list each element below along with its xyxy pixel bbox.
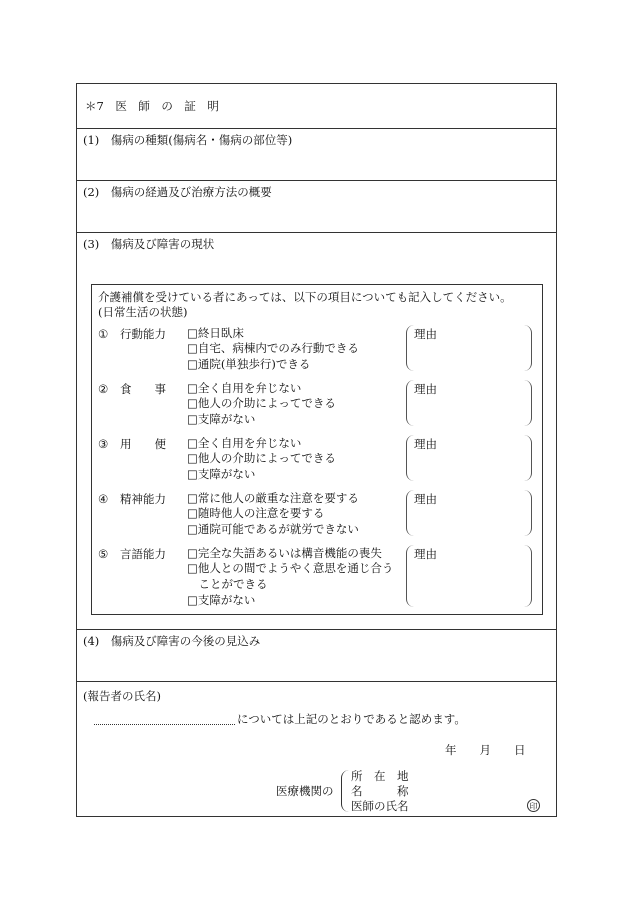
doctor-name-label[interactable]: 医師の氏名 (351, 799, 409, 813)
item-1-reason-label: 理由 (414, 327, 437, 341)
institution-brace (341, 770, 349, 812)
care-subtitle: (日常生活の状態) (98, 305, 188, 319)
item-2-reason-label: 理由 (414, 382, 437, 396)
item-4-option-1[interactable]: □常に他人の厳重な注意を要する (187, 491, 359, 505)
item-3-number: ③ (98, 437, 109, 451)
reporter-label: (報告者の氏名) (83, 689, 161, 703)
item-1-name: 行動能力 (120, 327, 166, 341)
item-2-number: ② (98, 382, 109, 396)
item-2-option-3[interactable]: □支障がない (187, 412, 256, 426)
section-1-label: (1) 傷病の種類(傷病名・傷病の部位等) (83, 133, 293, 147)
section-2-row[interactable] (77, 181, 556, 233)
section-1-row[interactable] (77, 129, 556, 181)
item-1-option-2[interactable]: □自宅、病棟内でのみ行動できる (187, 341, 359, 355)
care-intro: 介護補償を受けている者にあっては、以下の項目についても記入してください。 (98, 290, 512, 304)
item-5-option-1[interactable]: □完全な失語あるいは構音機能の喪失 (187, 546, 382, 560)
item-4-option-2[interactable]: □随時他人の注意を要する (187, 506, 325, 520)
section-2-label: (2) 傷病の経過及び治療方法の概要 (83, 185, 272, 199)
item-5-name: 言語能力 (120, 547, 166, 561)
item-3-option-3[interactable]: □支障がない (187, 467, 256, 481)
item-5-number: ⑤ (98, 547, 109, 561)
item-3-reason-label: 理由 (414, 437, 437, 451)
item-2-option-2[interactable]: □他人の介助によってできる (187, 396, 336, 410)
item-3-option-2[interactable]: □他人の介助によってできる (187, 451, 336, 465)
item-4-number: ④ (98, 492, 109, 506)
item-2-option-1[interactable]: □全く自用を弁じない (187, 381, 302, 395)
reporter-name-field[interactable] (94, 720, 235, 725)
date-line[interactable]: 年 月 日 (445, 743, 526, 757)
seal-icon: 印 (527, 799, 540, 812)
item-4-reason-label: 理由 (414, 492, 437, 506)
section-3-label: (3) 傷病及び障害の現状 (83, 237, 215, 251)
item-1-option-1[interactable]: □終日臥床 (187, 326, 244, 340)
institution-label: 医療機関の (276, 784, 334, 798)
section-4-row[interactable] (77, 630, 556, 682)
doctor-certificate-form (76, 83, 557, 817)
form-title: ＊7 医 師 の 証 明 (85, 99, 219, 113)
address-label[interactable]: 所 在 地 (351, 769, 409, 783)
care-status-box (91, 284, 543, 615)
item-2-name: 食 事 (120, 382, 166, 396)
item-5-option-2[interactable]: □他人との間でようやく意思を通じ合う (187, 561, 394, 575)
item-1-number: ① (98, 327, 109, 341)
header-row (77, 84, 556, 129)
item-5-reason-label: 理由 (414, 547, 437, 561)
item-5-option-4[interactable]: □支障がない (187, 593, 256, 607)
item-5-option-3: ことができる (187, 577, 268, 591)
item-4-option-3[interactable]: □通院可能であるが就労できない (187, 522, 359, 536)
item-1-option-3[interactable]: □通院(単独歩行)できる (187, 357, 311, 371)
item-4-name: 精神能力 (120, 492, 166, 506)
institution-name-label[interactable]: 名 称 (351, 784, 409, 798)
item-3-name: 用 便 (120, 437, 166, 451)
item-3-option-1[interactable]: □全く自用を弁じない (187, 436, 302, 450)
certify-text: については上記のとおりであると認めます。 (237, 712, 466, 726)
section-4-label: (4) 傷病及び障害の今後の見込み (83, 634, 261, 648)
